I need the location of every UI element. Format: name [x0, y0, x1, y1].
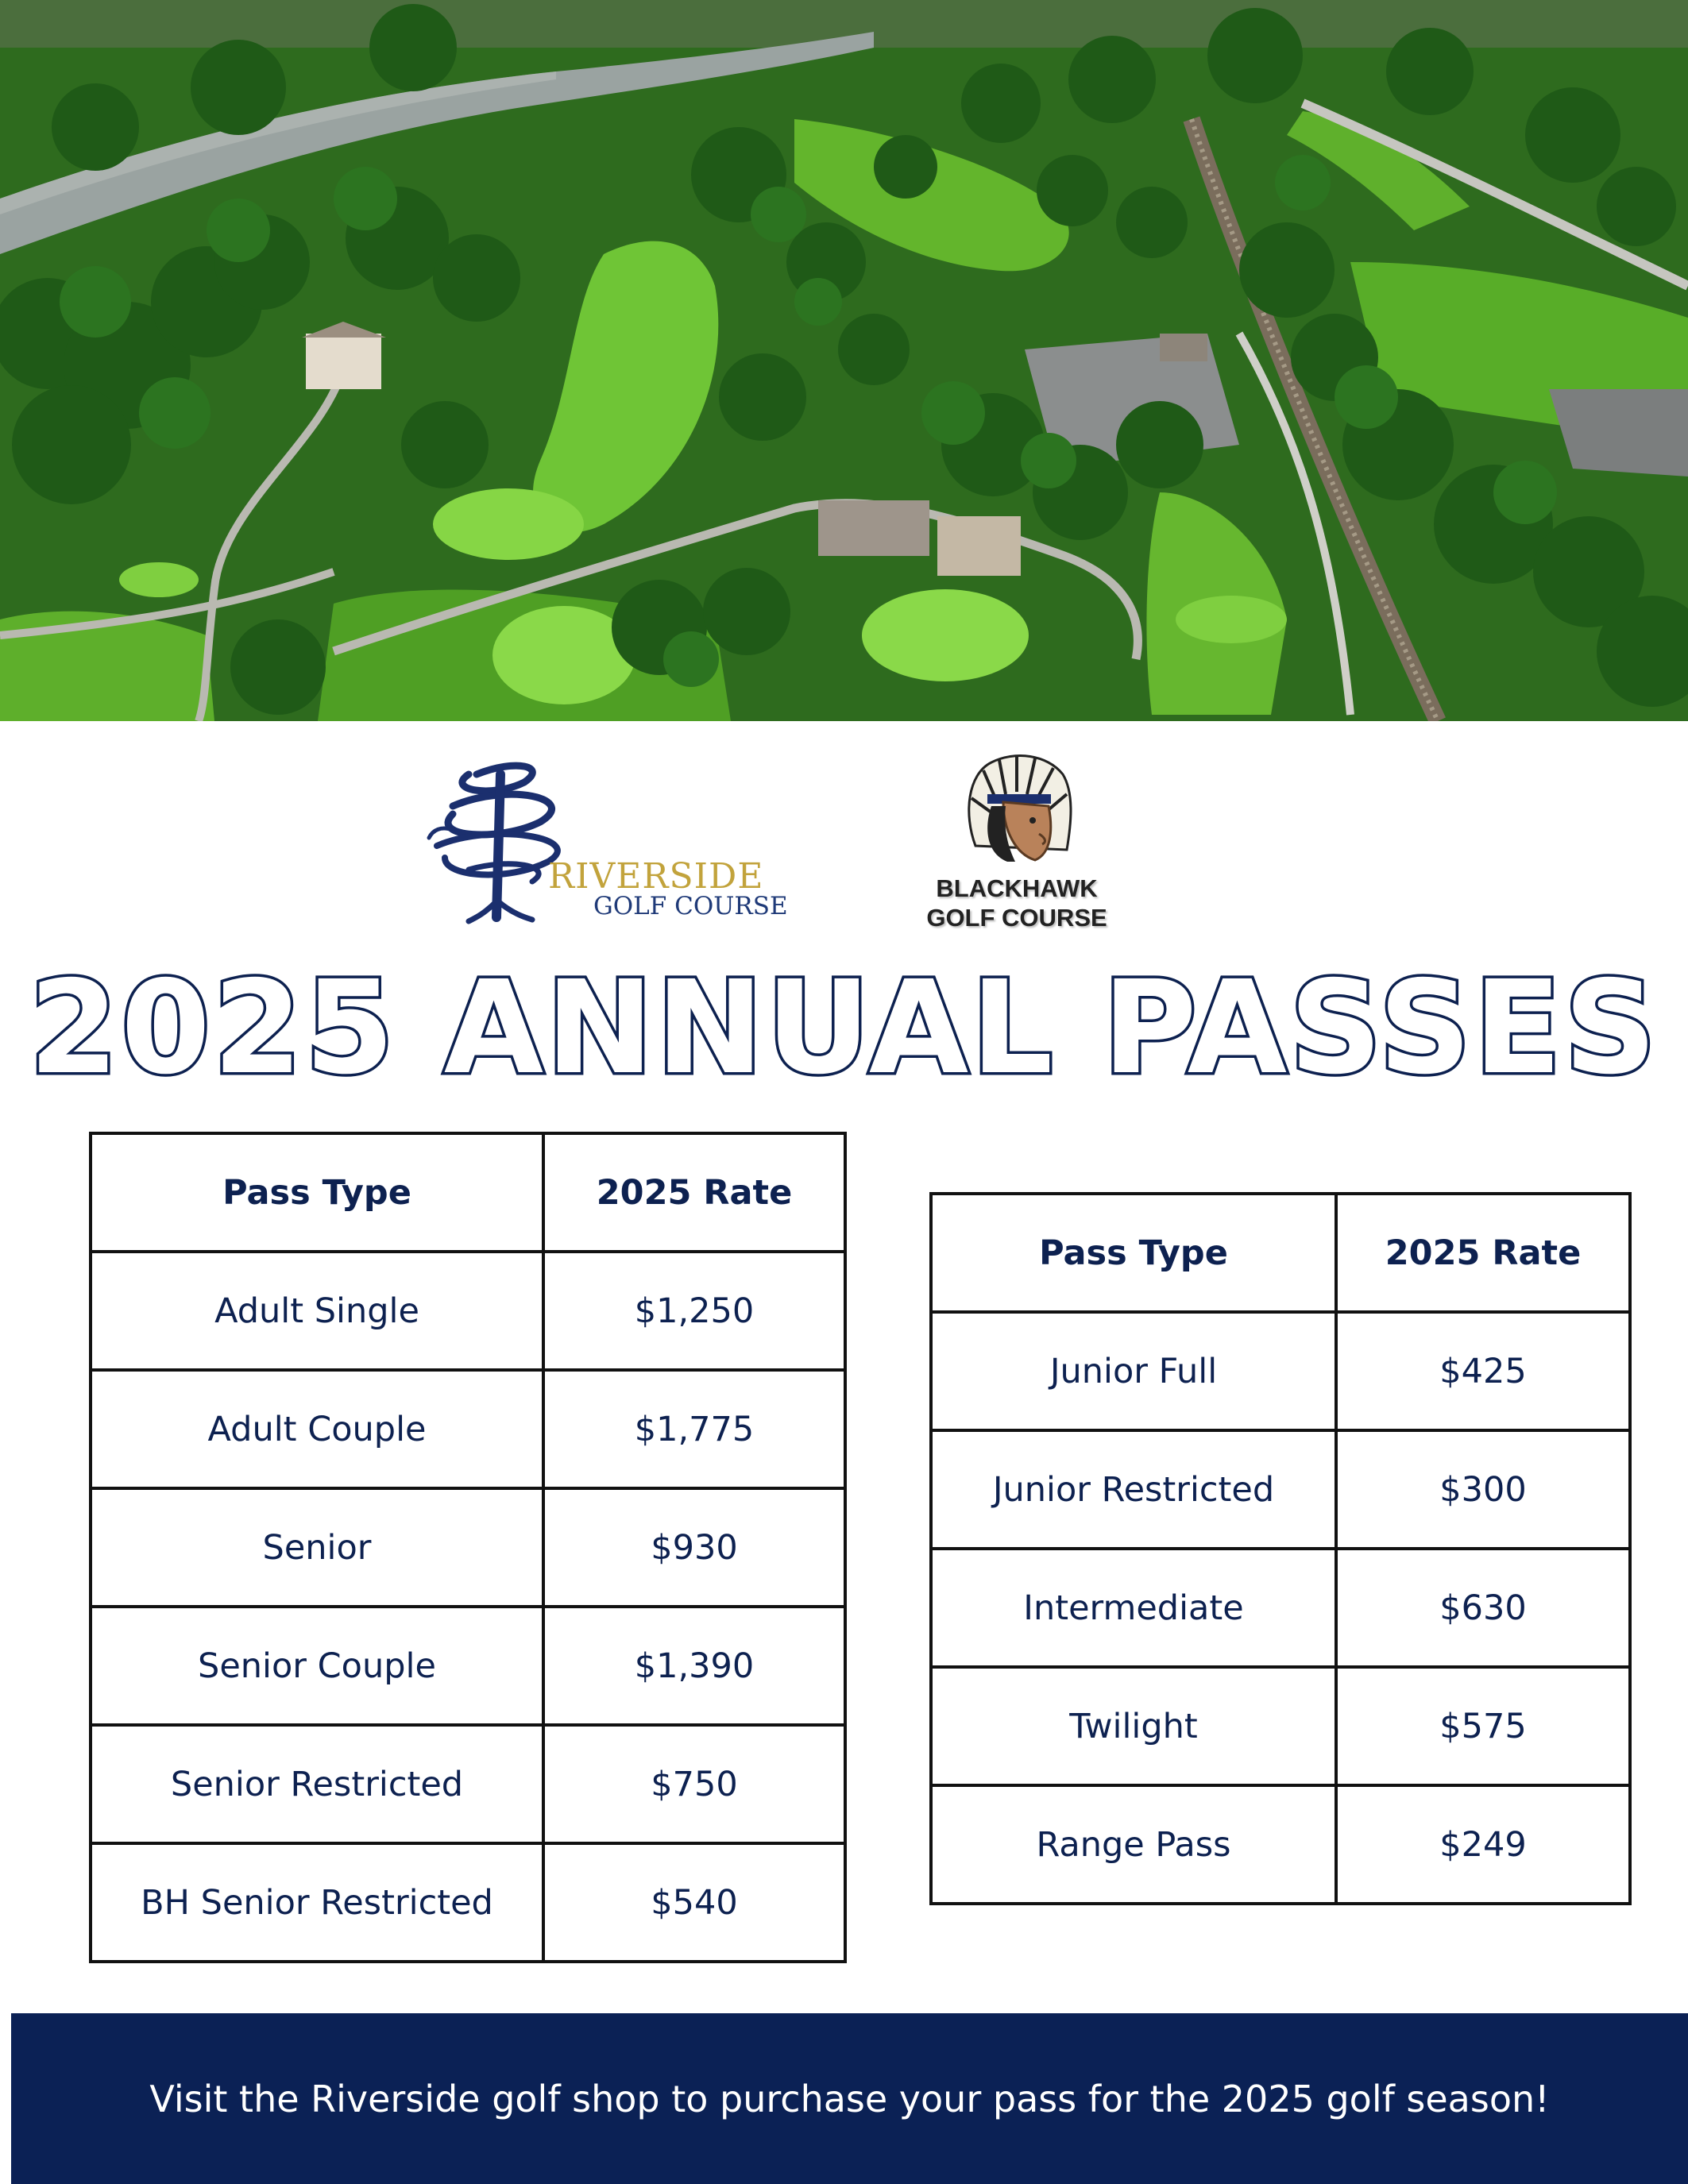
blackhawk-chief-icon	[960, 751, 1079, 866]
column-header-rate: 2025 Rate	[543, 1133, 845, 1252]
table-row	[91, 1607, 845, 1725]
table-row	[931, 1785, 1630, 1904]
table-row	[91, 1252, 845, 1370]
table-row	[91, 1843, 845, 1962]
pass-type-cell: Senior	[91, 1488, 543, 1607]
table-row	[91, 1488, 845, 1607]
pass-type-cell: Intermediate	[931, 1549, 1336, 1667]
table-row	[931, 1549, 1630, 1667]
column-header-pass-type: Pass Type	[91, 1133, 543, 1252]
rate-cell: $930	[543, 1488, 845, 1607]
pass-type-cell: Junior Restricted	[931, 1430, 1336, 1549]
table-row	[931, 1430, 1630, 1549]
pass-type-cell: Range Pass	[931, 1785, 1336, 1904]
pass-type-cell: Senior Restricted	[91, 1725, 543, 1843]
rate-cell: $540	[543, 1843, 845, 1962]
column-header-rate: 2025 Rate	[1336, 1194, 1630, 1312]
rate-cell: $1,775	[543, 1370, 845, 1488]
blackhawk-line-1: BLACKHAWK	[936, 874, 1098, 902]
riverside-wordmark: RIVERSIDE	[548, 856, 764, 897]
table-row	[91, 1725, 845, 1843]
footer-banner	[11, 2013, 1688, 2184]
page-title: 2025 ANNUAL PASSES	[29, 954, 1659, 1103]
table-header-row	[931, 1194, 1630, 1312]
hero-aerial-photo	[0, 0, 1688, 721]
rate-cell: $300	[1336, 1430, 1630, 1549]
table-row	[931, 1312, 1630, 1430]
pass-type-cell: Junior Full	[931, 1312, 1336, 1430]
blackhawk-line-2: GOLF COURSE	[926, 904, 1107, 932]
rate-cell: $575	[1336, 1667, 1630, 1785]
rate-cell: $249	[1336, 1785, 1630, 1904]
riverside-golf-course-logo	[421, 751, 794, 929]
rates-table-left	[89, 1132, 847, 1963]
riverside-subtitle: GOLF COURSE	[593, 892, 788, 920]
pass-type-cell: BH Senior Restricted	[91, 1843, 543, 1962]
rate-cell: $1,390	[543, 1607, 845, 1725]
column-header-pass-type: Pass Type	[931, 1194, 1336, 1312]
pass-type-cell: Twilight	[931, 1667, 1336, 1785]
rate-cell: $630	[1336, 1549, 1630, 1667]
rates-table-right	[929, 1192, 1632, 1905]
rate-cell: $750	[543, 1725, 845, 1843]
pass-type-cell: Adult Single	[91, 1252, 543, 1370]
riverside-tree-icon	[421, 751, 580, 929]
pass-type-cell: Senior Couple	[91, 1607, 543, 1725]
footer-text: Visit the Riverside golf shop to purchase your pass for the 2025 golf season!	[149, 2077, 1550, 2120]
table-header-row	[91, 1133, 845, 1252]
pass-type-cell: Adult Couple	[91, 1370, 543, 1488]
table-row	[91, 1370, 845, 1488]
rate-cell: $1,250	[543, 1252, 845, 1370]
blackhawk-wordmark	[898, 874, 1136, 932]
rate-cell: $425	[1336, 1312, 1630, 1430]
table-row	[931, 1667, 1630, 1785]
blackhawk-golf-course-logo	[898, 751, 1136, 933]
